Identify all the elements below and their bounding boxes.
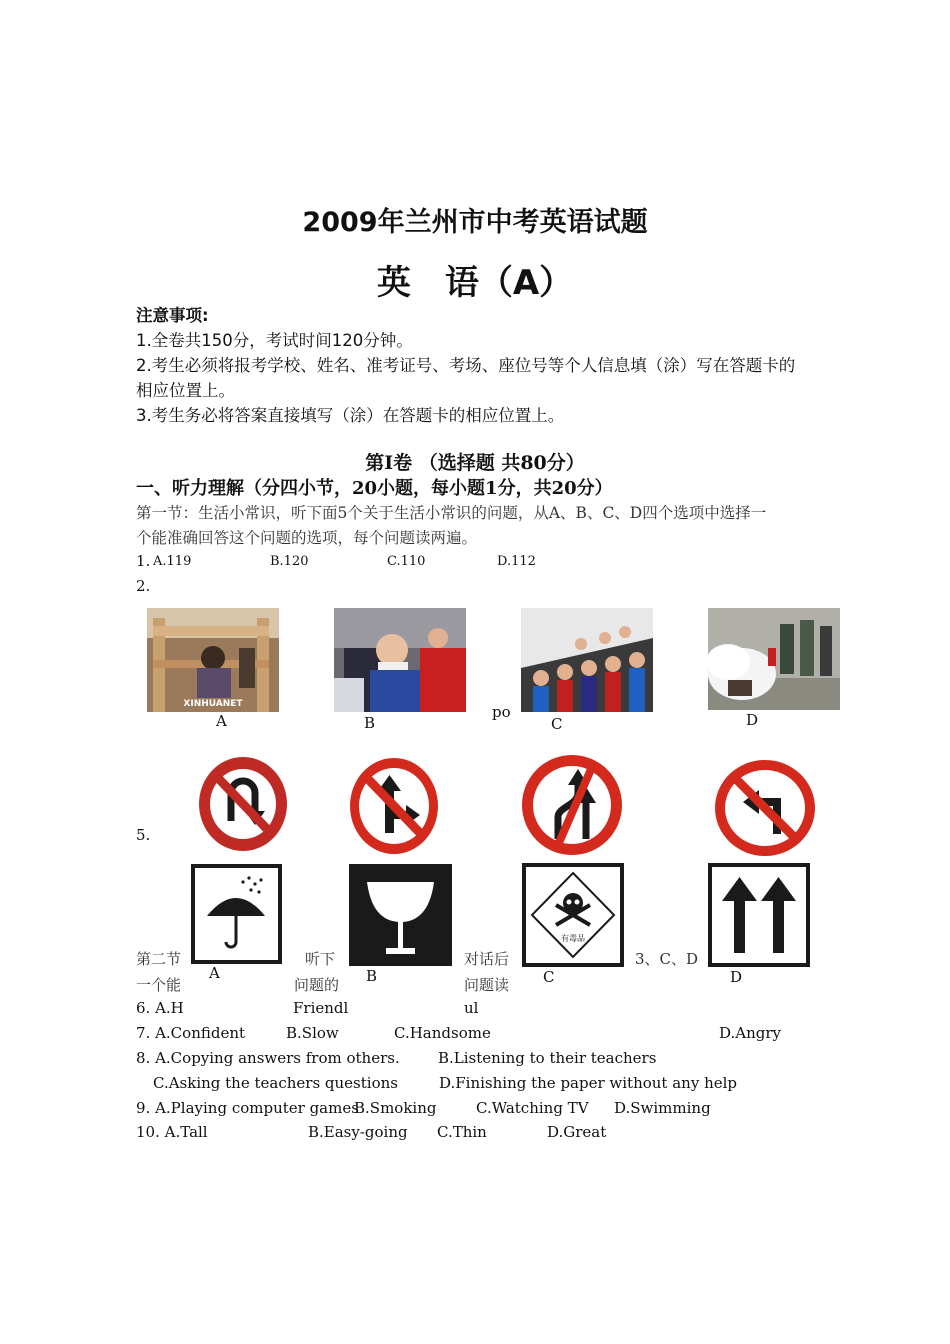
photo-c-stairway-crowd — [521, 608, 653, 712]
q7-option-a: 7. A.Confident — [136, 1024, 246, 1042]
sign-label-b: B — [366, 967, 378, 985]
notes-line-2b: 相应位置上。 — [136, 381, 235, 400]
sign-label-a: A — [209, 964, 220, 982]
sign-no-straight-or-right — [348, 755, 440, 857]
section2-fragment-2: 听下 — [305, 950, 336, 968]
photo-watermark: XINHUANET — [183, 699, 243, 709]
q9-option-a: 9. A.Playing computer games — [136, 1099, 359, 1117]
notes-line-3: 3.考生务必将答案直接填写（涂）在答题卡的相应位置上。 — [136, 406, 565, 425]
photo-label-a: A — [216, 712, 227, 730]
q6-fragment-1: 6. A.H — [136, 999, 184, 1017]
q8-option-b: B.Listening to their teachers — [438, 1049, 657, 1067]
section1-intro-a: 第一节：生活小常识，听下面5个关于生活小常识的问题，从A、B、C、D四个选项中选择一 — [136, 504, 767, 522]
section2-fragment-5: 一个能 — [136, 976, 182, 994]
q6-fragment-3: ul — [464, 999, 479, 1017]
q10-option-c: C.Thin — [437, 1123, 487, 1141]
section2-fragment-3: 对话后 — [464, 950, 510, 968]
notes-line-1: 1.全卷共150分，考试时间120分钟。 — [136, 331, 413, 350]
sign-label-c: C — [543, 968, 555, 986]
sign-no-overtaking — [520, 753, 624, 857]
part1-heading: 第Ⅰ卷 （选择题 共80分） — [365, 452, 585, 474]
section1-heading: 一、听力理解（分四小节，20小题，每小题1分，共20分） — [136, 478, 613, 499]
sign-this-way-up — [708, 863, 810, 967]
q5-number: 5. — [136, 826, 151, 844]
q6-fragment-2: Friendl — [293, 999, 349, 1017]
q7-option-b: B.Slow — [286, 1024, 339, 1042]
q8-option-d: D.Finishing the paper without any help — [439, 1074, 738, 1092]
q9-option-d: D.Swimming — [614, 1099, 711, 1117]
q9-option-c: C.Watching TV — [476, 1099, 589, 1117]
q8-option-c: C.Asking the teachers questions — [153, 1074, 398, 1092]
q7-option-d: D.Angry — [719, 1024, 781, 1042]
section2-fragment-4: 3、C、D — [635, 950, 699, 968]
stray-text: po — [492, 703, 511, 721]
sign-no-u-turn — [197, 755, 289, 853]
q7-option-c: C.Handsome — [394, 1024, 491, 1042]
photo-label-c: C — [551, 715, 563, 733]
section2-fragment-1: 第二节 — [136, 950, 182, 968]
sign-label-d: D — [730, 968, 743, 986]
q8-option-a: 8. A.Copying answers from others. — [136, 1049, 400, 1067]
photo-b-covering-mouth — [334, 608, 466, 712]
sign-no-left-turn — [713, 758, 817, 858]
poison-text: 有毒品 — [561, 934, 585, 943]
q2-number: 2. — [136, 577, 151, 595]
sign-fragile — [349, 864, 452, 966]
section2-fragment-6: 问题的 — [294, 976, 340, 994]
q1-option-c: C.110 — [387, 554, 426, 569]
sign-keep-dry — [191, 864, 282, 964]
photo-d-fire-extinguisher — [708, 608, 840, 710]
section1-intro-b: 个能准确回答这个问题的选项，每个问题读两遍。 — [136, 529, 478, 547]
q10-option-d: D.Great — [547, 1123, 607, 1141]
photo-label-b: B — [364, 714, 376, 732]
photo-label-d: D — [746, 711, 759, 729]
notes-line-2a: 2.考生必须将报考学校、姓名、准考证号、考场、座位号等个人信息填（涂）写在答题卡的 — [136, 356, 796, 375]
q1-number: 1. — [136, 552, 151, 570]
q1-option-a: A.119 — [153, 554, 192, 569]
section2-fragment-7: 问题读 — [464, 976, 510, 994]
q10-option-a: 10. A.Tall — [136, 1123, 208, 1141]
notes-heading: 注意事项: — [136, 306, 209, 325]
exam-title: 2009年兰州市中考英语试题 — [302, 207, 648, 238]
q1-option-b: B.120 — [270, 554, 309, 569]
q1-option-d: D.112 — [497, 554, 536, 569]
photo-a-desk-shelter — [147, 608, 279, 712]
exam-subtitle: 英 语（A） — [376, 263, 574, 303]
q10-option-b: B.Easy-going — [308, 1123, 408, 1141]
sign-poison — [522, 863, 624, 967]
q9-option-b: B.Smoking — [354, 1099, 437, 1117]
